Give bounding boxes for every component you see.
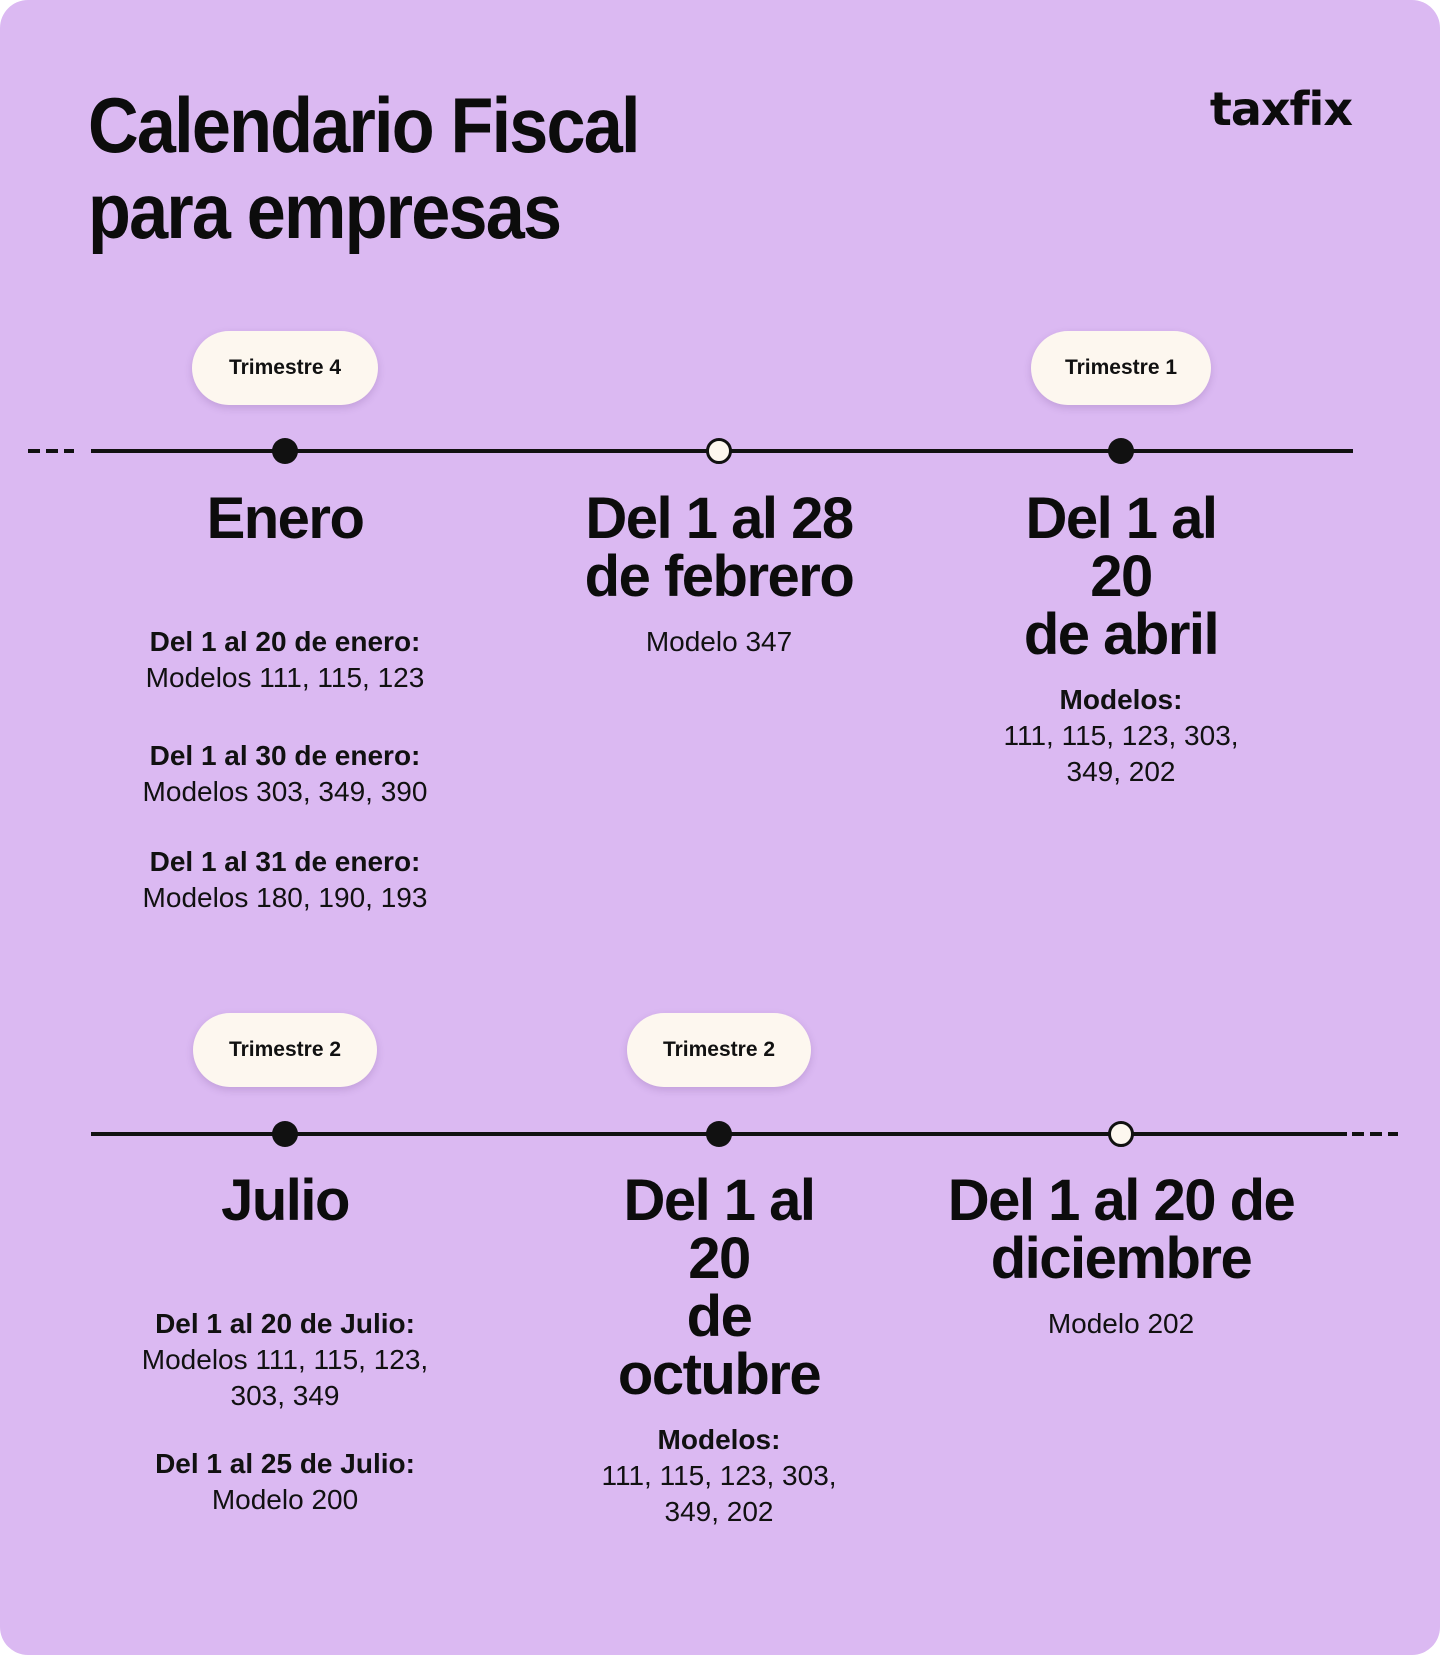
- taxfix-logo: taxfix: [1209, 82, 1352, 136]
- entry-julio-1: [95, 1306, 475, 1414]
- entry-value: Modelos 303, 349, 390: [142, 776, 428, 807]
- heading-line: de octubre: [617, 1284, 821, 1407]
- timeline-dot-febrero: [706, 438, 732, 464]
- entry-febrero-1: [529, 624, 909, 660]
- entry-label: Del 1 al 31 de enero:: [149, 846, 421, 877]
- timeline-dot-diciembre: [1108, 1121, 1134, 1147]
- timeline-dot-julio: [272, 1121, 298, 1147]
- heading-line: Del 1 al 20: [623, 1168, 815, 1291]
- heading-julio: [95, 1168, 475, 1233]
- title-line-1: Calendario Fiscal: [88, 81, 639, 169]
- heading-enero: [95, 486, 475, 551]
- entry-value: Modelo 202: [1047, 1308, 1195, 1339]
- column-enero: [95, 486, 475, 916]
- column-octubre: [589, 1168, 849, 1530]
- entry-abril-1: [991, 682, 1251, 790]
- timeline-dot-enero: [272, 438, 298, 464]
- pill-trimestre-4: Trimestre 4: [192, 331, 378, 405]
- entry-value: Modelo 347: [645, 626, 793, 657]
- entry-label: Del 1 al 20 de enero:: [149, 626, 421, 657]
- entry-value: Modelos 111, 115, 123: [145, 662, 425, 693]
- heading-febrero: [529, 486, 909, 609]
- heading-line: Enero: [206, 486, 364, 551]
- heading-line: Julio: [221, 1168, 349, 1233]
- entry-julio-2: [95, 1446, 475, 1518]
- entry-value: 111, 115, 123, 303, 349, 202: [1003, 720, 1239, 787]
- column-febrero: [529, 486, 909, 660]
- entry-value: Modelos 111, 115, 123, 303, 349: [141, 1344, 429, 1411]
- entry-label: Del 1 al 30 de enero:: [149, 740, 421, 771]
- entry-value: Modelos 180, 190, 193: [142, 882, 428, 913]
- entry-enero-1: [95, 624, 475, 696]
- heading-diciembre: [931, 1168, 1311, 1291]
- heading-line: de febrero: [584, 544, 854, 609]
- page-title: [88, 82, 639, 254]
- heading-abril: [991, 486, 1251, 667]
- timeline-continuation-right: [1352, 1132, 1398, 1136]
- timeline-dot-octubre: [706, 1121, 732, 1147]
- entry-label: Modelos:: [1059, 684, 1183, 715]
- entry-octubre-1: [589, 1422, 849, 1530]
- heading-line: de abril: [1023, 602, 1219, 667]
- entry-enero-3: [95, 844, 475, 916]
- entry-value: Modelo 200: [211, 1484, 359, 1515]
- entry-enero-2: [95, 738, 475, 810]
- timeline-dot-abril: [1108, 438, 1134, 464]
- heading-line: diciembre: [990, 1226, 1252, 1291]
- heading-line: Del 1 al 20: [1025, 486, 1217, 609]
- column-julio: [95, 1168, 475, 1518]
- title-line-2: para empresas: [88, 167, 561, 255]
- heading-octubre: [589, 1168, 849, 1407]
- heading-line: Del 1 al 20 de: [947, 1168, 1295, 1233]
- entry-label: Del 1 al 20 de Julio:: [155, 1308, 415, 1339]
- entry-value: 111, 115, 123, 303, 349, 202: [601, 1460, 837, 1527]
- entry-label: Modelos:: [657, 1424, 781, 1455]
- pill-trimestre-2-octubre: Trimestre 2: [627, 1013, 811, 1087]
- column-diciembre: [931, 1168, 1311, 1342]
- timeline-continuation-left: [28, 449, 74, 453]
- heading-line: Del 1 al 28: [585, 486, 853, 551]
- timeline-row-1: [0, 441, 1440, 461]
- timeline-row-2: [0, 1124, 1440, 1144]
- pill-trimestre-1: Trimestre 1: [1031, 331, 1211, 405]
- column-abril: [991, 486, 1251, 790]
- entry-label: Del 1 al 25 de Julio:: [155, 1448, 415, 1479]
- entry-diciembre-1: [931, 1306, 1311, 1342]
- pill-trimestre-2-julio: Trimestre 2: [193, 1013, 377, 1087]
